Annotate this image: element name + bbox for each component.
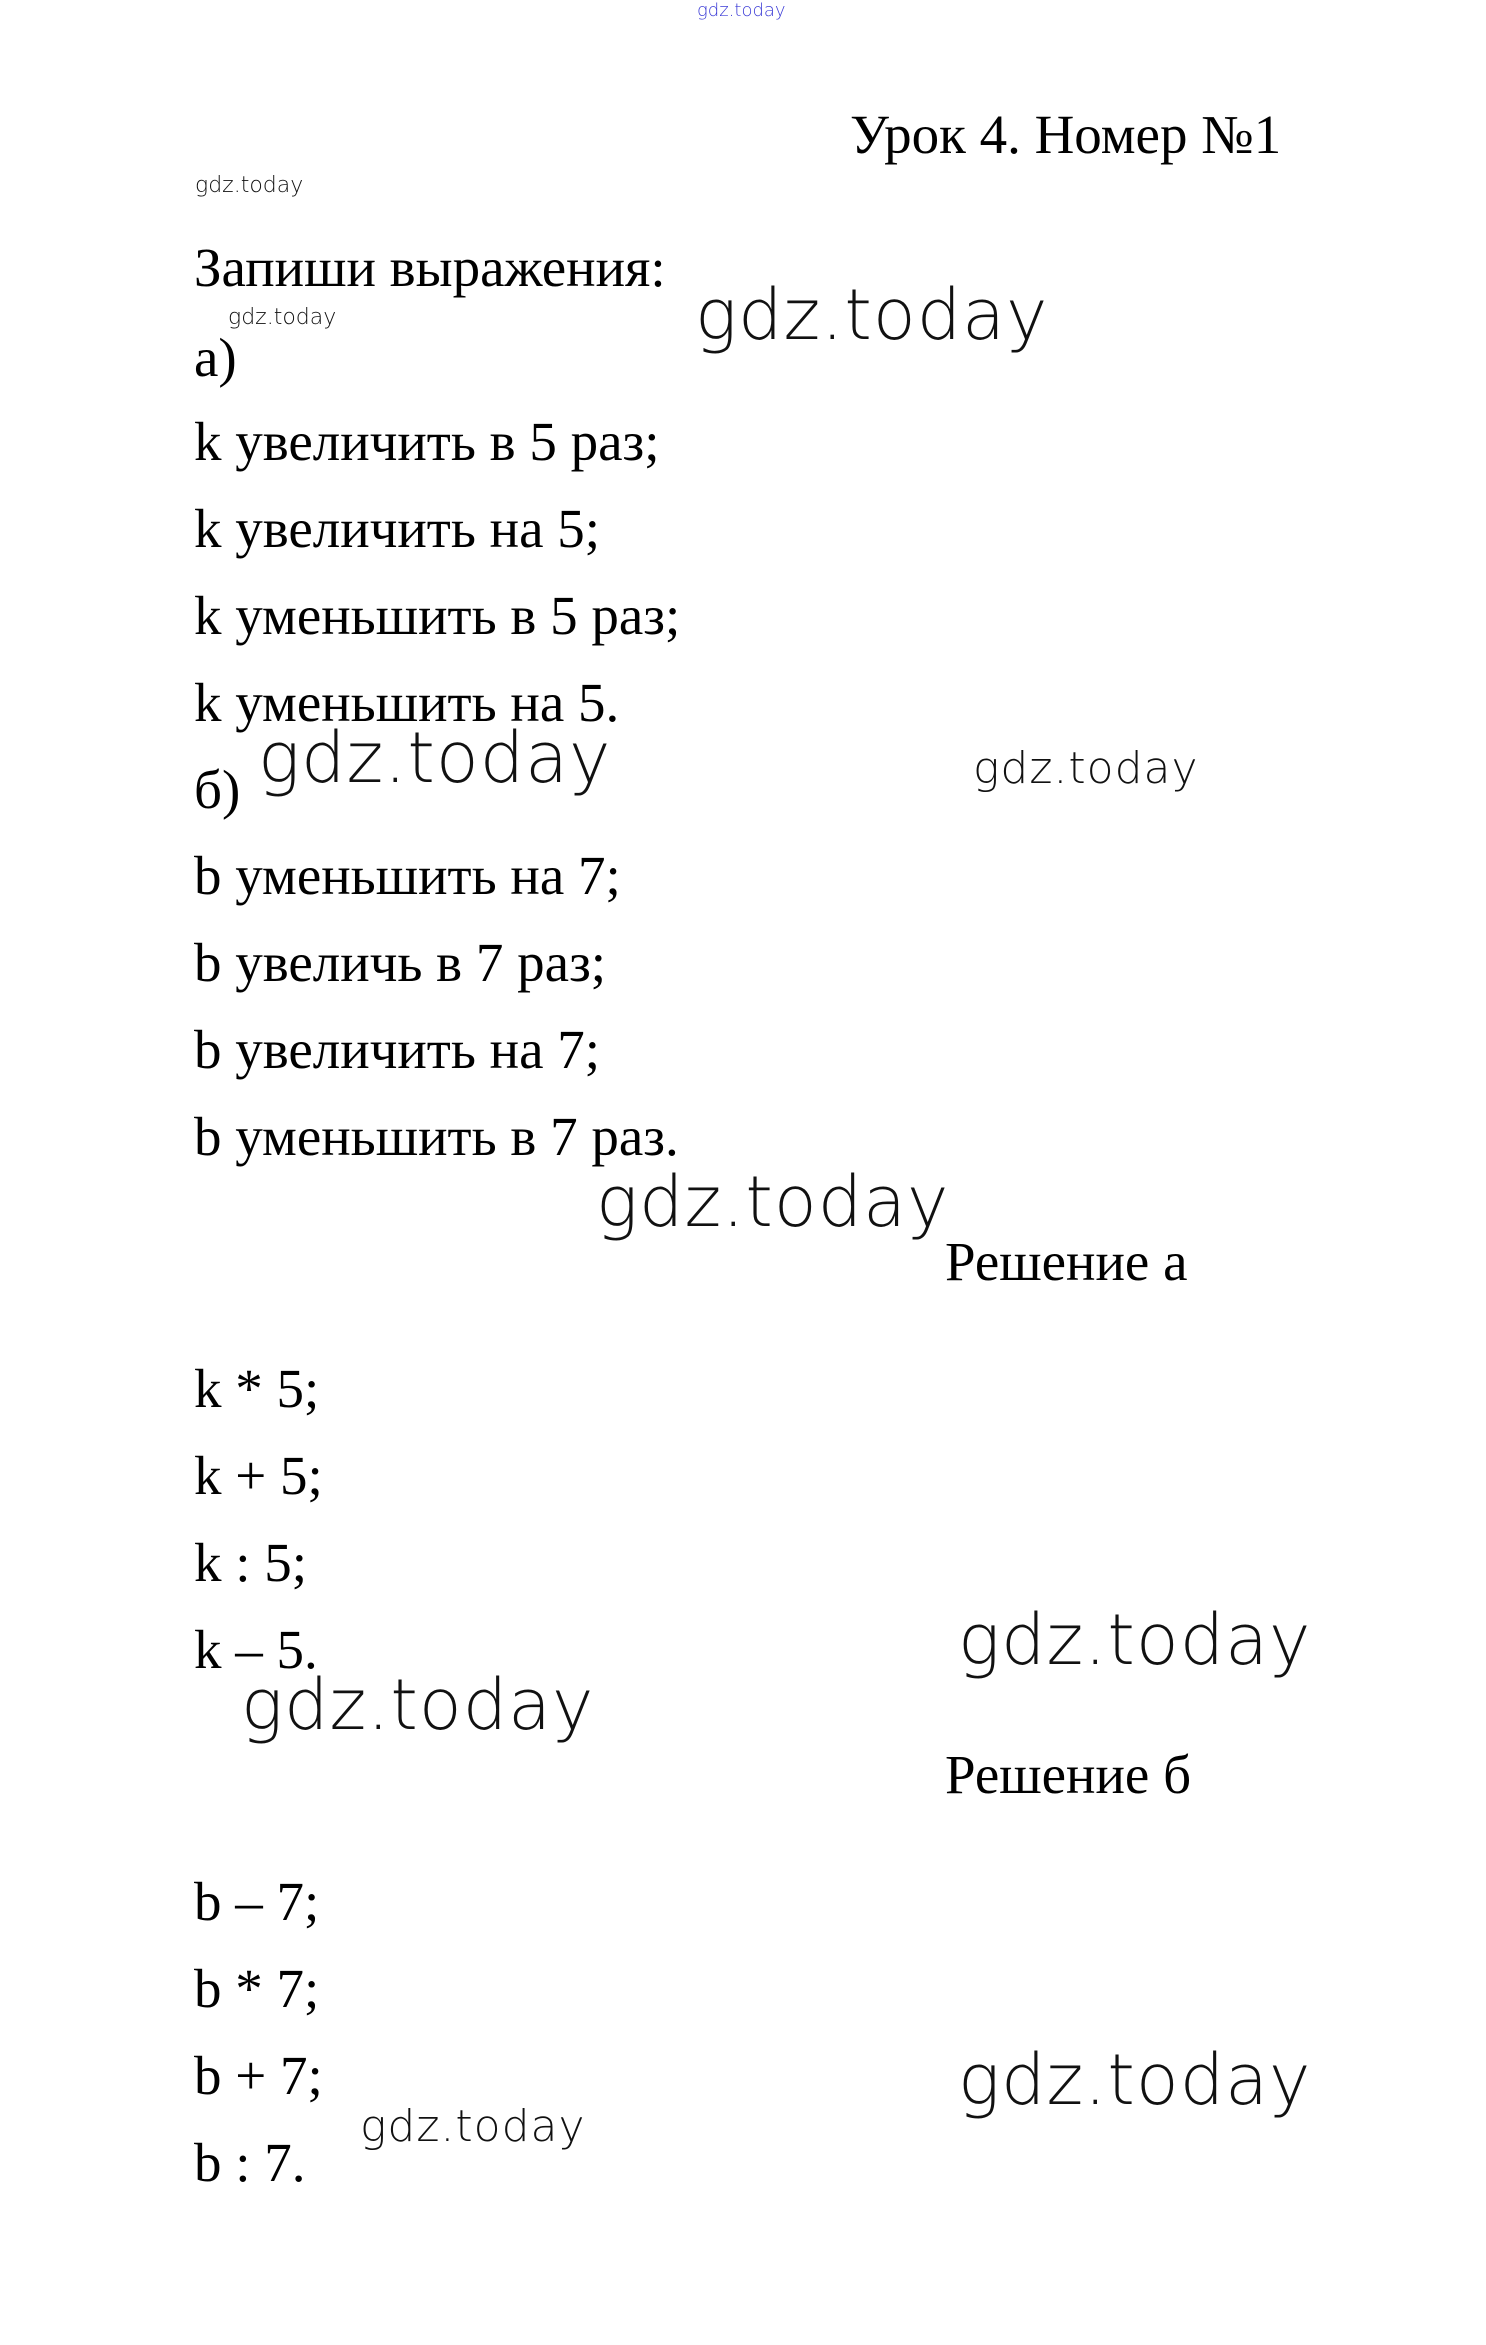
watermark-large-4: gdz.today bbox=[958, 1599, 1312, 1681]
solution-b-line: b – 7; bbox=[194, 1871, 320, 1932]
page-title: Урок 4. Номер №1 bbox=[850, 104, 1282, 165]
task-intro: Запиши выражения: bbox=[194, 237, 666, 298]
watermark-top: gdz.today bbox=[697, 0, 786, 21]
watermark-large-5: gdz.today bbox=[241, 1664, 595, 1746]
watermark-large-3: gdz.today bbox=[596, 1161, 950, 1243]
part-b-item: b увеличь в 7 раз; bbox=[194, 932, 607, 993]
solution-a-line: k – 5. bbox=[194, 1619, 318, 1680]
solution-a-line: k : 5; bbox=[194, 1532, 308, 1593]
watermark-medium-1: gdz.today bbox=[973, 743, 1199, 794]
part-a-item: k увеличить на 5; bbox=[194, 498, 601, 559]
part-a-item: k уменьшить на 5. bbox=[194, 672, 620, 733]
solution-a-line: k + 5; bbox=[194, 1445, 323, 1506]
solution-b-line: b * 7; bbox=[194, 1958, 320, 2019]
solution-a-line: k * 5; bbox=[194, 1358, 320, 1419]
solution-b-title: Решение б bbox=[945, 1744, 1192, 1805]
part-b-item: b уменьшить в 7 раз. bbox=[194, 1106, 679, 1167]
watermark-large-2: gdz.today bbox=[258, 717, 612, 799]
part-a-item: k увеличить в 5 раз; bbox=[194, 411, 660, 472]
solution-a-title: Решение а bbox=[945, 1231, 1188, 1292]
part-b-label: б) bbox=[194, 759, 241, 820]
watermark-large-1: gdz.today bbox=[695, 274, 1049, 356]
watermark-medium-2: gdz.today bbox=[360, 2101, 586, 2152]
solution-b-line: b : 7. bbox=[194, 2132, 306, 2193]
part-b-item: b увеличить на 7; bbox=[194, 1019, 601, 1080]
part-a-item: k уменьшить в 5 раз; bbox=[194, 585, 681, 646]
part-b-item: b уменьшить на 7; bbox=[194, 845, 621, 906]
watermark-large-6: gdz.today bbox=[958, 2039, 1312, 2121]
solution-b-line: b + 7; bbox=[194, 2045, 323, 2106]
watermark-small-1: gdz.today bbox=[195, 173, 304, 198]
watermark-small-2: gdz.today bbox=[228, 305, 337, 330]
part-a-label: а) bbox=[194, 327, 237, 388]
